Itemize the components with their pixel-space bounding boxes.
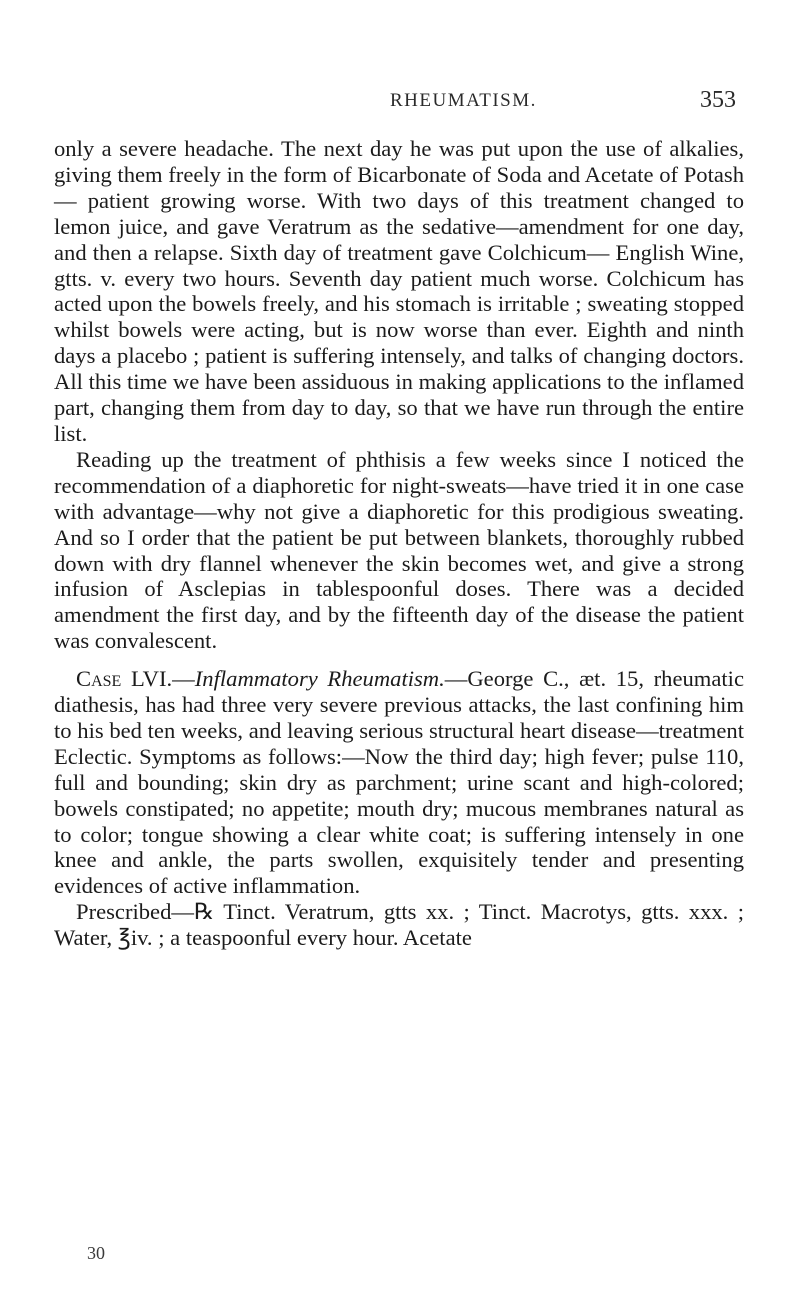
paragraph-continued: only a severe headache. The next day he was put upon the use of alkalies, giving them freely in the form of Bicarbonate of Soda and Acetate of Potash — patient growing worse. With two days of this treatment changed to lemon juice, and gave Veratrum as the sedative—amendment for one day, and then a relapse. Sixth day of treatment gave Colchicum— English Wine, gtts. v. every two hours. Seventh day patient much worse. Colchicum has acted upon the bowels freely, and his stomach is irritable ; sweating stopped whilst bowels were acting, but is now worse than ever. Eighth and ninth days a placebo ; patient is suffering intensely, and talks of changing doctors. All this time we have been assiduous in making applications to the inflamed part, changing them from day to day, so that we have run through the entire list.	[54, 136, 744, 446]
body-text	[54, 136, 744, 951]
case-label: Case LVI.	[76, 666, 173, 692]
signature-mark: 30	[87, 1243, 105, 1263]
case-dash: —	[172, 666, 195, 692]
running-title: RHEUMATISM.	[390, 90, 537, 111]
running-head	[54, 87, 744, 120]
paragraph-diaphoretic: Reading up the treatment of phthisis a few weeks since I noticed the recommendation of a diaphoretic for night-sweats—have tried it in one case with advantage—why not give a diaphoretic for this prodigious sweating. And so I order that the patient be put between blankets, thoroughly rubbed down with dry flannel whenever the skin becomes wet, and give a strong infusion of Asclepias in tablespoonful doses. There was a decided amendment the first day, and by the fifteenth day of the disease the patient was convalescent.	[54, 446, 744, 654]
paragraph-case-lvi	[54, 666, 744, 899]
case-title: Inflammatory Rheumatism.	[194, 666, 445, 692]
case-description: —George C., æt. 15, rheumatic diathesis, has had three very severe previous attacks, the last confining him to his bed ten weeks, and leaving serious structural heart disease—treatment Eclectic. Symptoms as follows:—Now the third day; high fever; pulse 110, full and bounding; skin dry as parchment; urine scant and high-colored; bowels constipated; no appetite; mouth dry; mucous membranes natural as to color; tongue showing a clear white coat; is suffering intensely in one knee and ankle, the parts swollen, exquisitely tender and presenting evidences of active inflammation.	[54, 666, 744, 899]
paragraph-prescription: Prescribed—℞ Tinct. Veratrum, gtts xx. ; Tinct. Macrotys, gtts. xxx. ; Water, ℥iv. ; a teaspoonful every hour. Acetate	[54, 899, 744, 951]
page-number: 353	[700, 87, 736, 113]
